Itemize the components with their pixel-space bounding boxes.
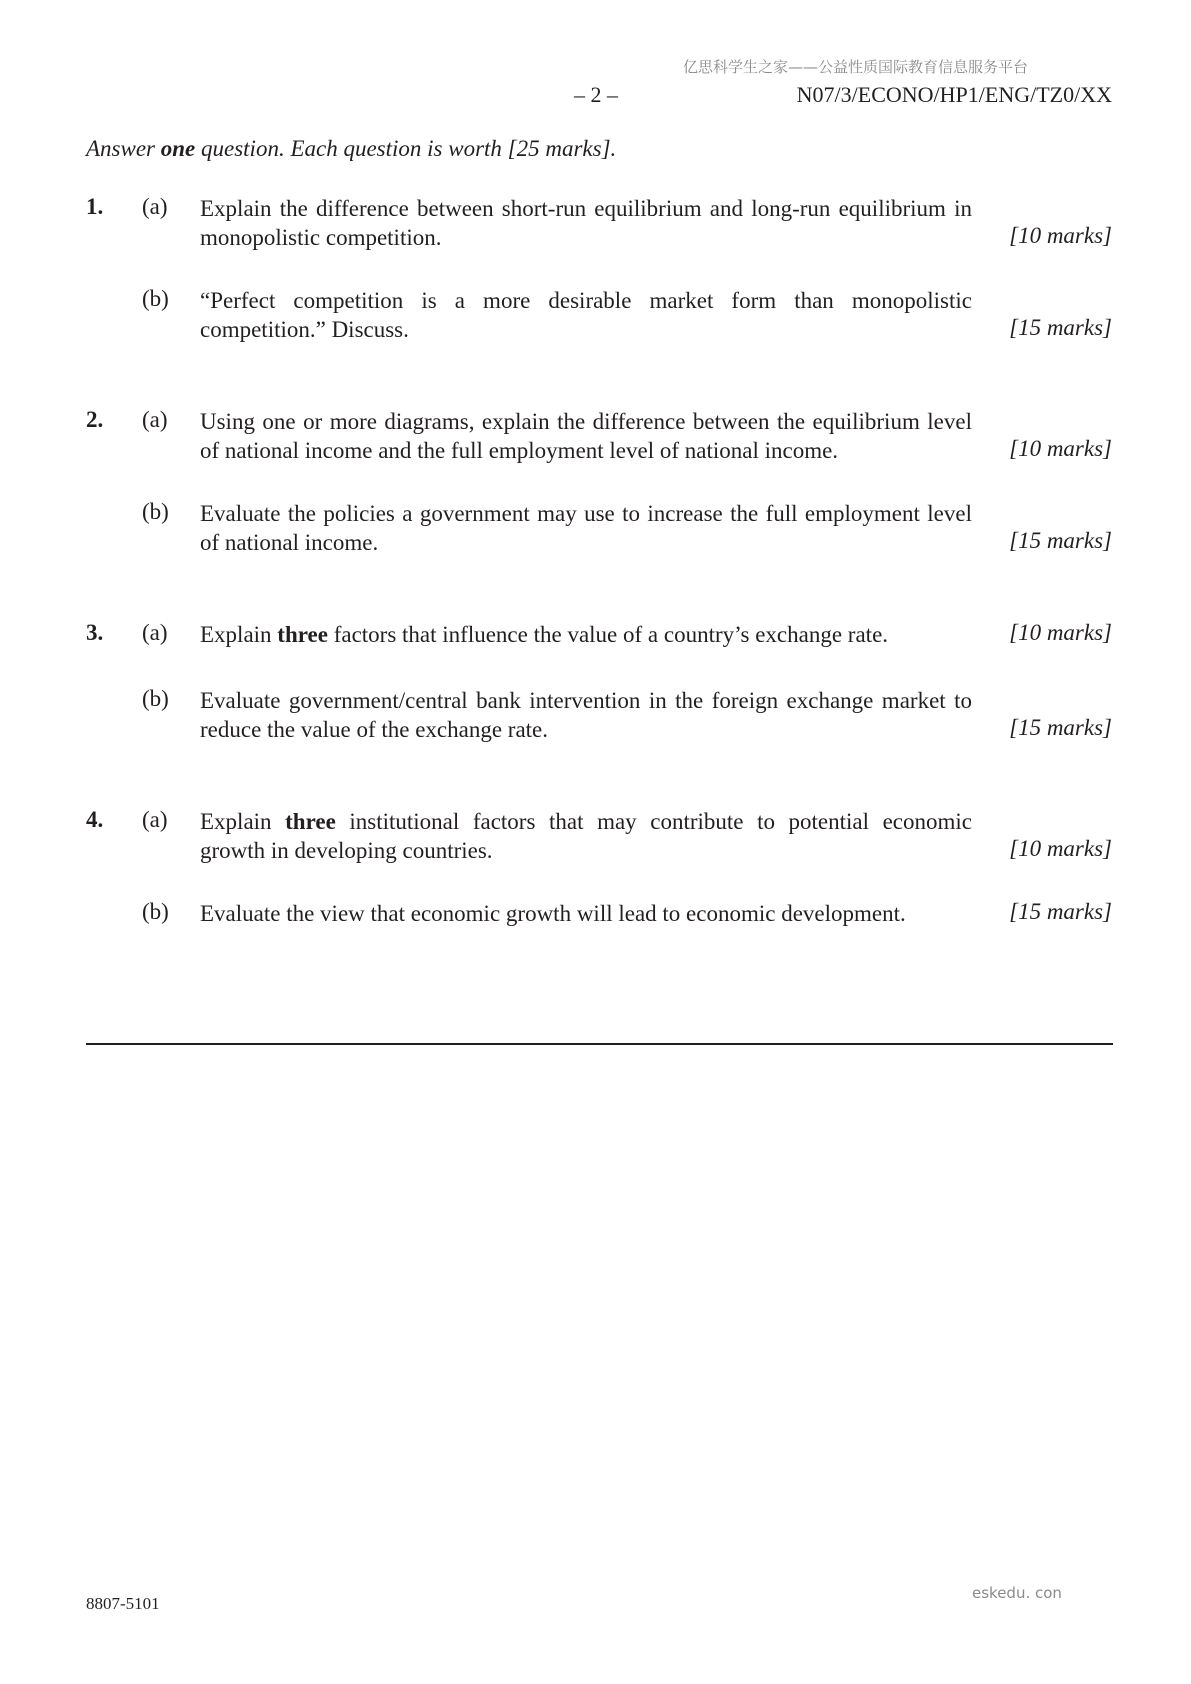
- question-number-2: 2.: [86, 407, 104, 432]
- part-label-1a: (a): [142, 194, 168, 219]
- end-rule: [86, 1043, 1113, 1045]
- question-text-1b: “Perfect competition is a more desirable market form than monopolistic competition.” Discuss.: [200, 288, 972, 342]
- part-label-2b: (b): [142, 499, 169, 524]
- part-label-2a: (a): [142, 407, 168, 432]
- part-label-3a: (a): [142, 620, 168, 645]
- exam-code: N07/3/ECONO/HP1/ENG/TZ0/XX: [796, 82, 1112, 107]
- question-text-4a: [200, 807, 972, 865]
- text-emphasis: three: [277, 622, 328, 647]
- text-segment: Explain: [200, 622, 278, 647]
- marks-1a: [10 marks]: [1009, 223, 1112, 248]
- part-label-4b: (b): [142, 899, 169, 924]
- question-text-2a: Using one or more diagrams, explain the difference between the equilibrium level of national income and the full employment level of national income.: [200, 409, 972, 463]
- part-label-4a: (a): [142, 807, 168, 832]
- question-number-4: 4.: [86, 807, 104, 832]
- instruction-suffix: question. Each question is worth [25 marks].: [195, 136, 617, 161]
- text-segment: institutional factors that may contribute to potential economic growth in developing countries.: [200, 809, 972, 863]
- question-text-1a: Explain the difference between short-run equilibrium and long-run equilibrium in monopolistic competition.: [200, 196, 972, 250]
- marks-4b: [15 marks]: [1009, 899, 1112, 924]
- marks-2b: [15 marks]: [1009, 528, 1112, 553]
- instruction-prefix: Answer: [86, 136, 161, 161]
- text-segment: factors that influence the value of a country’s exchange rate.: [327, 622, 889, 647]
- marks-4a: [10 marks]: [1009, 836, 1112, 861]
- question-text-3a: [200, 620, 972, 649]
- text-emphasis: three: [285, 809, 336, 834]
- text-segment: Explain: [200, 809, 286, 834]
- watermark-top: 亿思科学生之家——公益性质国际教育信息服务平台: [683, 58, 1029, 76]
- marks-3b: [15 marks]: [1009, 715, 1112, 740]
- part-label-1b: (b): [142, 286, 169, 311]
- question-text-3b: Evaluate government/central bank intervention in the foreign exchange market to reduce the value of the exchange rate.: [200, 688, 972, 742]
- part-label-3b: (b): [142, 686, 169, 711]
- question-number-3: 3.: [86, 620, 104, 645]
- page-number: – 2 –: [574, 82, 618, 107]
- marks-2a: [10 marks]: [1009, 436, 1112, 461]
- marks-3a: [10 marks]: [1009, 620, 1112, 645]
- question-number-1: 1.: [86, 194, 104, 219]
- watermark-bottom: eskedu. con: [972, 1584, 1062, 1602]
- marks-1b: [15 marks]: [1009, 315, 1112, 340]
- instruction: [86, 136, 616, 162]
- question-text-4b: Evaluate the view that economic growth will lead to economic development.: [200, 901, 906, 926]
- question-text-2b: Evaluate the policies a government may use to increase the full employment level of national income.: [200, 501, 972, 555]
- footer-code: 8807-5101: [86, 1594, 160, 1613]
- instruction-emphasis: one: [160, 136, 196, 161]
